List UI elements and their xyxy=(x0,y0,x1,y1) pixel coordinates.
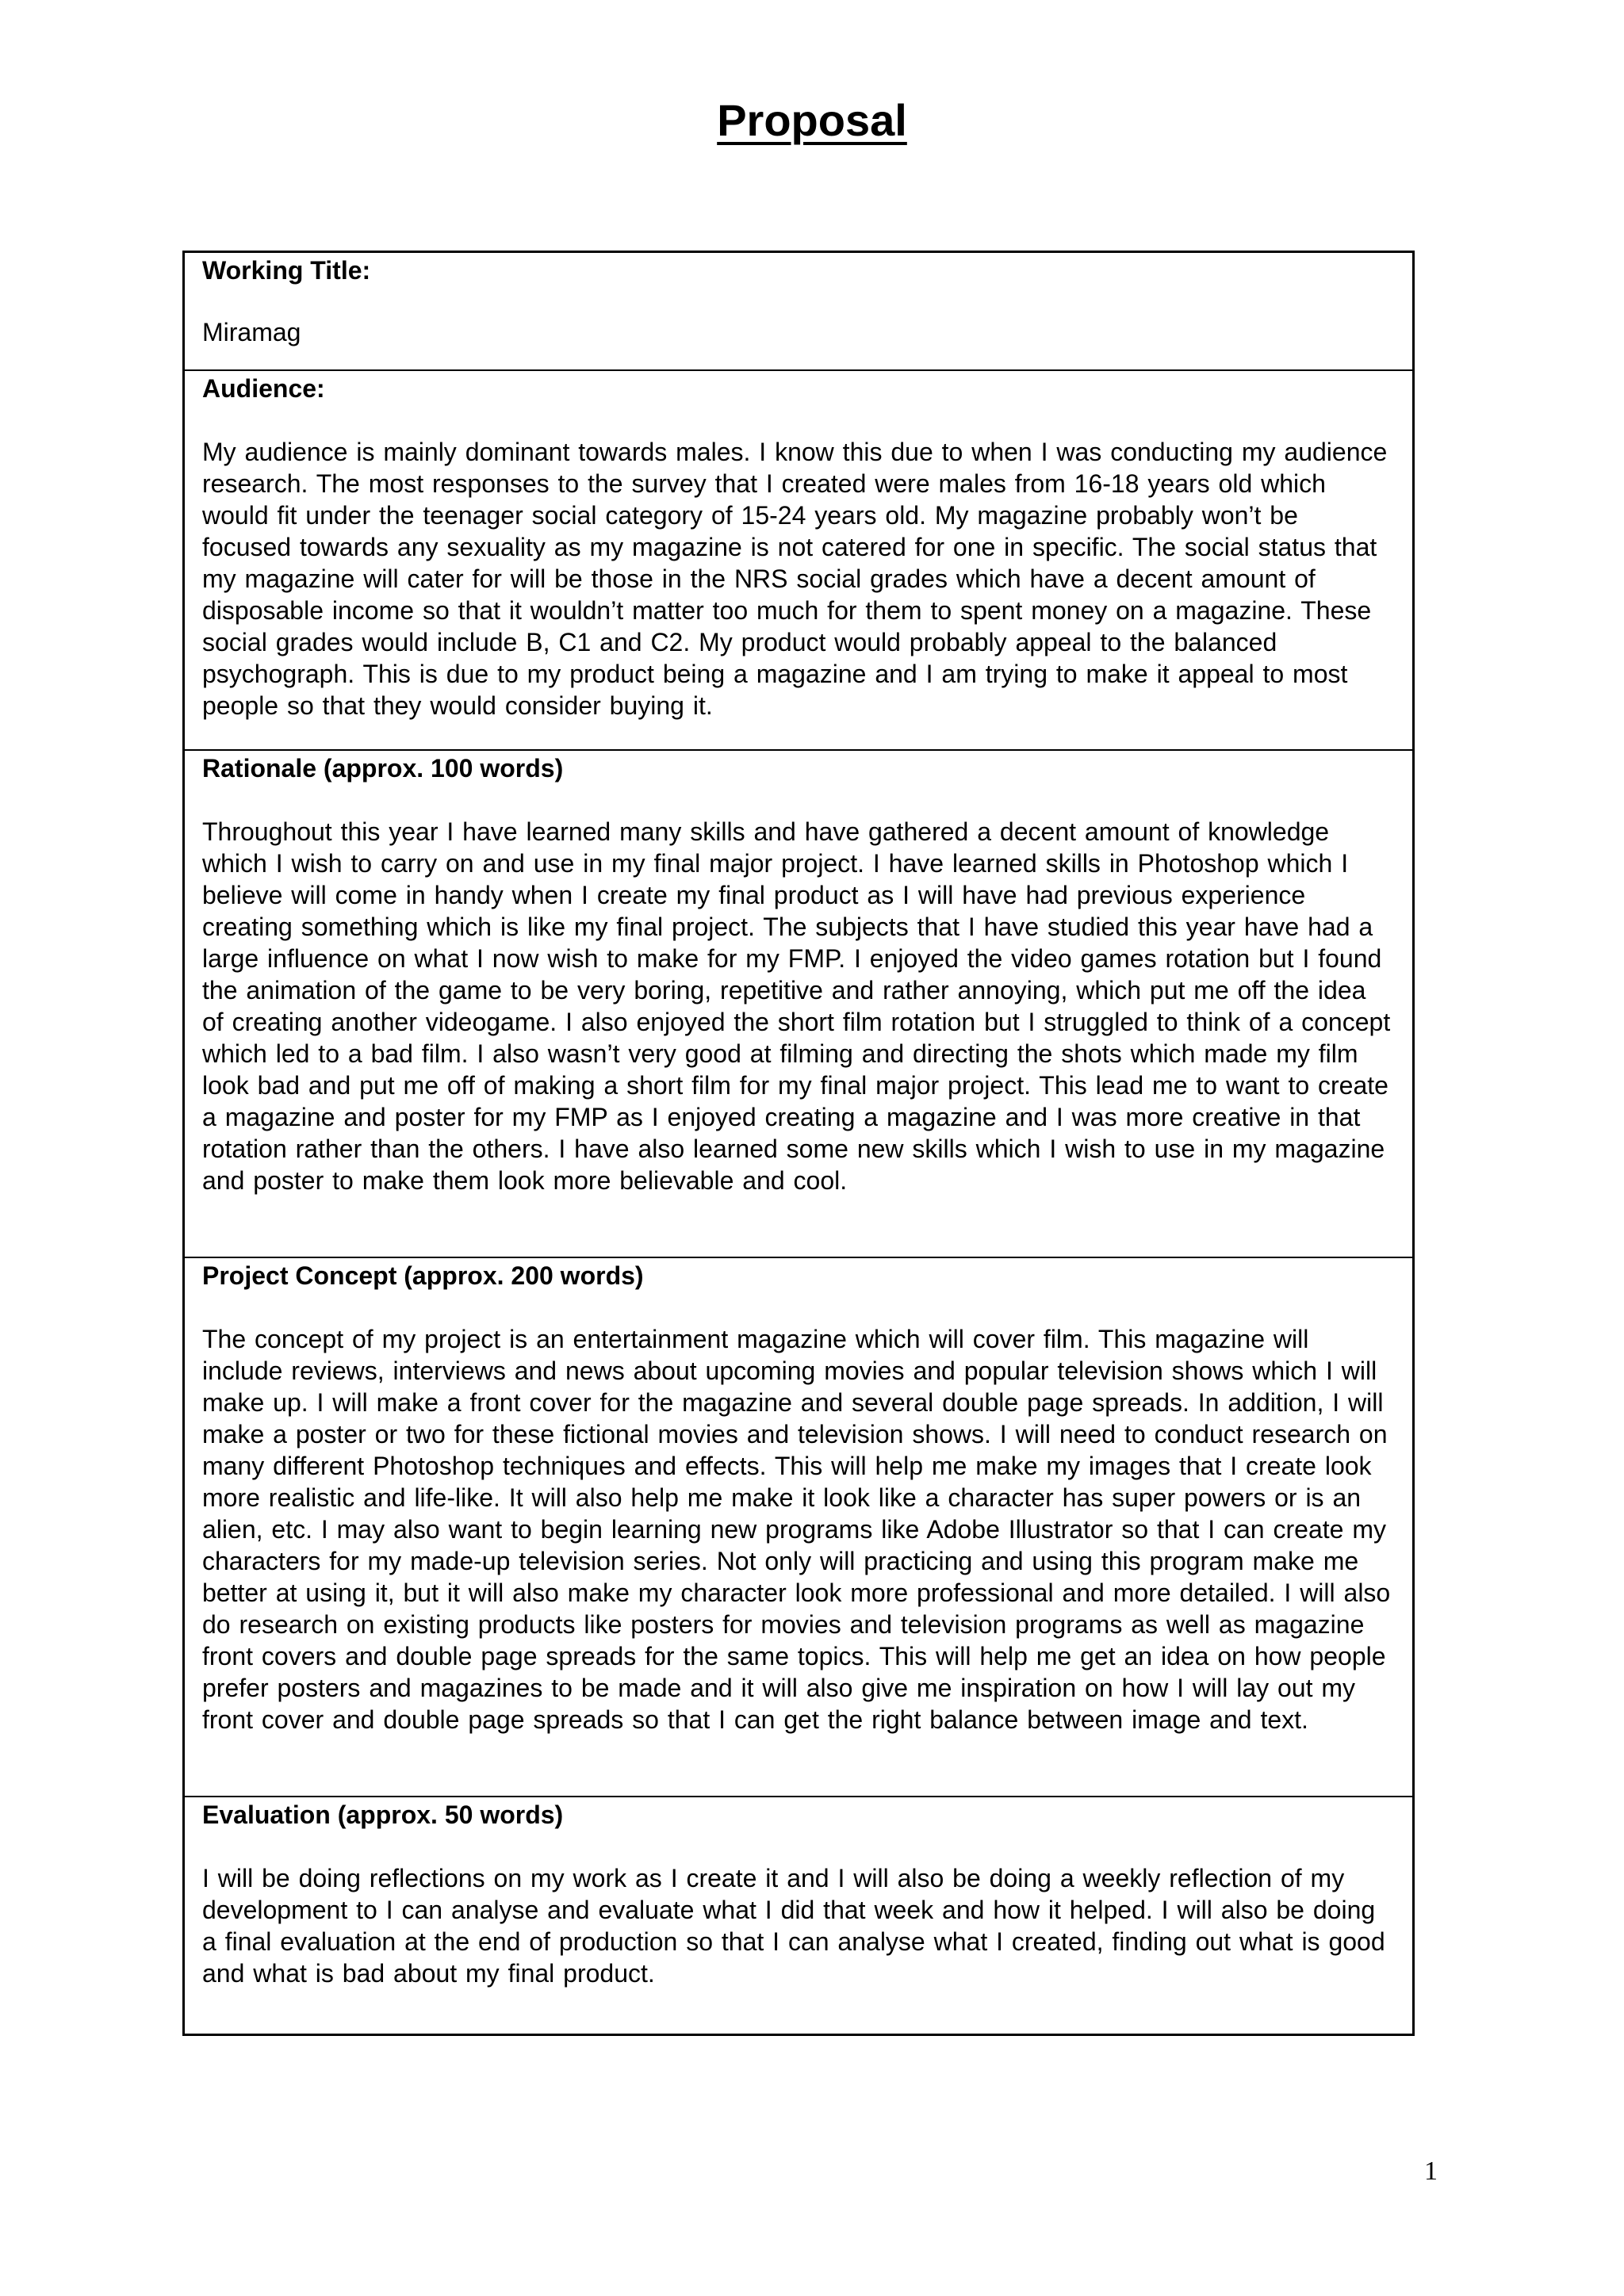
evaluation-section xyxy=(185,1797,1412,2034)
project-concept-heading: Project Concept (approx. 200 words) xyxy=(202,1261,644,1290)
page-number: 1 xyxy=(1424,2156,1438,2186)
working-title-section xyxy=(185,253,1412,371)
rationale-heading: Rationale (approx. 100 words) xyxy=(202,754,564,783)
proposal-table xyxy=(182,251,1415,2036)
page-title: Proposal xyxy=(717,95,907,145)
working-title-text: Miramag xyxy=(202,318,301,346)
audience-section xyxy=(185,371,1412,751)
working-title-heading: Working Title: xyxy=(202,256,371,285)
rationale-section xyxy=(185,751,1412,1258)
evaluation-heading: Evaluation (approx. 50 words) xyxy=(202,1800,564,1829)
evaluation-text: I will be doing reflections on my work as I create it and I will also be doing a weekly reflection of my development to I can analyse and evaluate what I did that week and how it helped. I will also be doing a final evaluation at the end of production so that I can analyse what I created, finding out what is good and what is bad about my final product. xyxy=(202,1864,1385,1988)
audience-heading: Audience: xyxy=(202,374,325,403)
project-concept-text: The concept of my project is an entertainment magazine which will cover film. This magazine will include reviews, interviews and news about upcoming movies and popular television shows which I will make up. I will make a front cover for the magazine and several double page spreads. In addition, I will make a poster or two for these fictional movies and television shows. I will need to conduct research on many different Photoshop techniques and effects. This will help me make my images that I create look more realistic and life-like. It will also help me make it look like a character has super powers or is an alien, etc. I may also want to begin learning new programs like Adobe Illustrator so that I can create my characters for my made-up television series. Not only will practicing and using this program make me better at using it, but it will also make my character look more professional and more detailed. I will also do research on existing products like posters for movies and television programs as well as magazine front covers and double page spreads for the same topics. This will help me get an idea on how people prefer posters and magazines to be made and it will also give me inspiration on how I will lay out my front cover and double page spreads so that I can get the right balance between image and text. xyxy=(202,1325,1391,1734)
audience-text: My audience is mainly dominant towards males. I know this due to when I was conducting my audience research. The most responses to the survey that I created were males from 16-18 years old which would fit under the teenager social category of 15-24 years old. My magazine probably won’t be focused towards any sexuality as my magazine is not catered for one in specific. The social status that my magazine will cater for will be those in the NRS social grades which have a decent amount of disposable income so that it wouldn’t matter too much for them to spent money on a magazine. These social grades would include B, C1 and C2. My product would probably appeal to the balanced psychograph. This is due to my product being a magazine and I am trying to make it appeal to most people so that they would consider buying it. xyxy=(202,438,1388,720)
rationale-text: Throughout this year I have learned many skills and have gathered a decent amount of knowledge which I wish to carry on and use in my final major project. I have learned skills in Photoshop which I believe will come in handy when I create my final product as I will have had previous experience creating something which is like my final project. The subjects that I have studied this year have had a large influence on what I now wish to make for my FMP. I enjoyed the video games rotation but I found the animation of the game to be very boring, repetitive and rather annoying, which put me off the idea of creating another videogame. I also enjoyed the short film rotation but I struggled to think of a concept which led to a bad film. I also wasn’t very good at filming and directing the shots which made my film look bad and put me off of making a short film for my final major project. This lead me to want to create a magazine and poster for my FMP as I enjoyed creating a magazine and I was more creative in that rotation rather than the others. I have also learned some new skills which I wish to use in my magazine and poster to make them look more believable and cool. xyxy=(202,817,1391,1195)
project-concept-section xyxy=(185,1258,1412,1797)
